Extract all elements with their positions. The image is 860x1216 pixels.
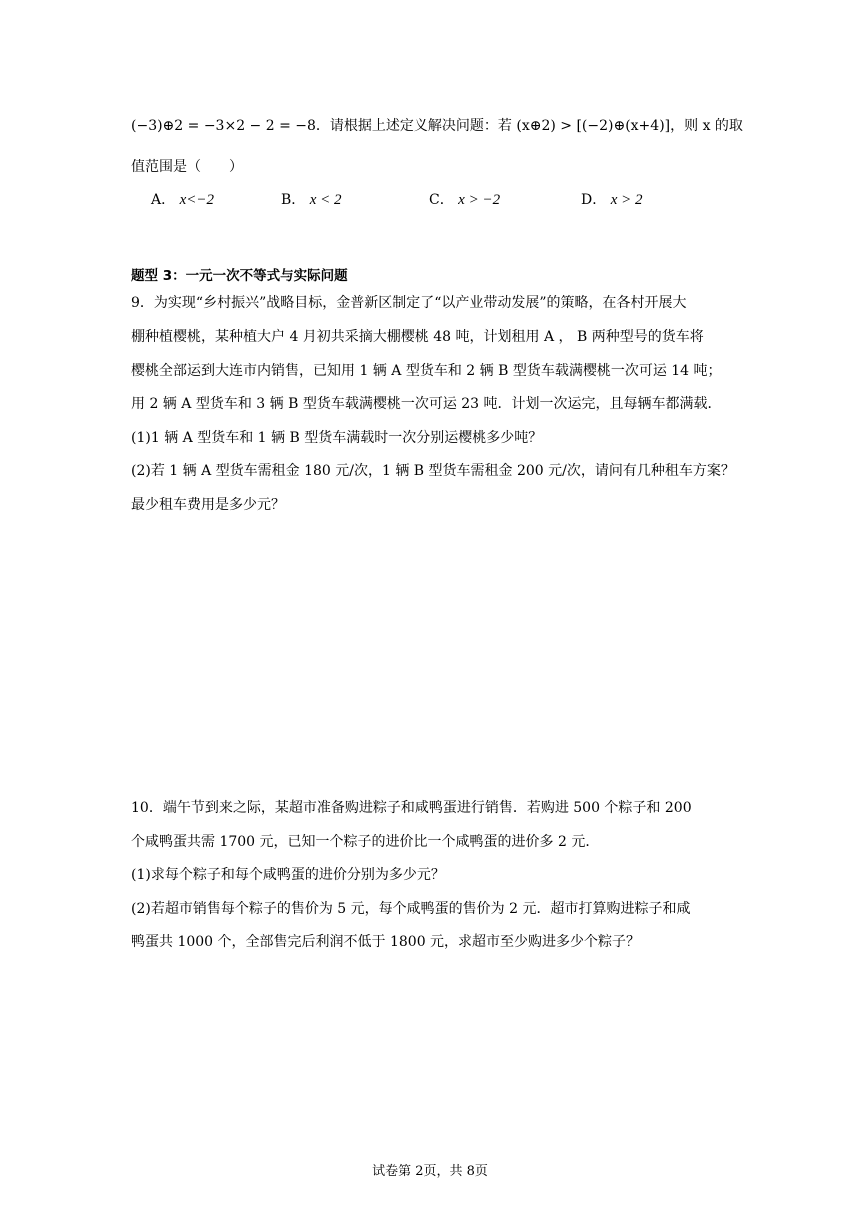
q9-sub-2: (2)若 1 辆 A 型货车需租金 180 元/次，1 辆 B 型货车需租金 200 元/次，请问有几种租车方案？ [131,463,735,479]
q9-line-1: 9．为实现“乡村振兴”战略目标，金普新区制定了“以产业带动发展”的策略，在各村开展大 [131,295,687,311]
q9-line-4: 用 2 辆 A 型货车和 3 辆 B 型货车载满樱桃一次可运 23 吨．计划一次运完，且每辆车都满载． [131,396,722,412]
option-a-value: x<−2 [179,192,214,208]
q8-line-2: 值范围是（ ） [131,159,243,175]
q8-line-1: (−3)⊕2 = −3×2 − 2 = −8．请根据上述定义解决问题：若 (x⊕2) > [(−2)⊕(x+4)]，则 x 的取 [131,118,743,134]
q9-line-3: 樱桃全部运到大连市内销售，已知用 1 辆 A 型货车和 2 辆 B 型货车载满樱桃一次可运 14 吨； [131,363,722,379]
q10-sub-2: (2)若超市销售每个粽子的售价为 5 元，每个咸鸭蛋的售价为 2 元．超市打算购进粽子和咸 [131,901,691,917]
q10-sub-2-cont: 鸭蛋共 1000 个，全部售完后利润不低于 1800 元，求超市至少购进多少个粽子？ [131,934,641,950]
q9-sub-2-cont: 最少租车费用是多少元？ [131,497,285,513]
option-d [581,190,642,210]
option-a [151,190,214,210]
q9-sub-1: (1)1 辆 A 型货车和 1 辆 B 型货车满载时一次分别运樱桃多少吨？ [131,430,543,446]
q9-line-2: 棚种植樱桃，某种植大户 4 月初共采摘大棚樱桃 48 吨，计划租用 A ， B 两种型号的货车将 [131,329,704,345]
q10-sub-1: (1)求每个粽子和每个咸鸭蛋的进价分别为多少元？ [131,867,445,883]
q10-line-2: 个咸鸭蛋共需 1700 元，已知一个粽子的进价比一个咸鸭蛋的进价多 2 元． [131,834,600,850]
option-c-label: C． [429,192,454,208]
option-c-value: x > −2 [458,192,501,208]
option-c [429,190,500,210]
option-a-label: A． [151,192,176,208]
option-b-value: x < 2 [309,192,342,208]
option-d-value: x > 2 [610,192,643,208]
section-title: 题型 3：一元一次不等式与实际问题 [131,268,348,284]
page-footer: 试卷第 2页，共 8页 [372,1164,488,1179]
option-b-label: B． [281,192,306,208]
option-b [281,190,342,210]
q10-line-1: 10．端午节到来之际，某超市准备购进粽子和咸鸭蛋进行销售．若购进 500 个粽子和 200 [131,800,692,816]
option-d-label: D． [581,192,607,208]
